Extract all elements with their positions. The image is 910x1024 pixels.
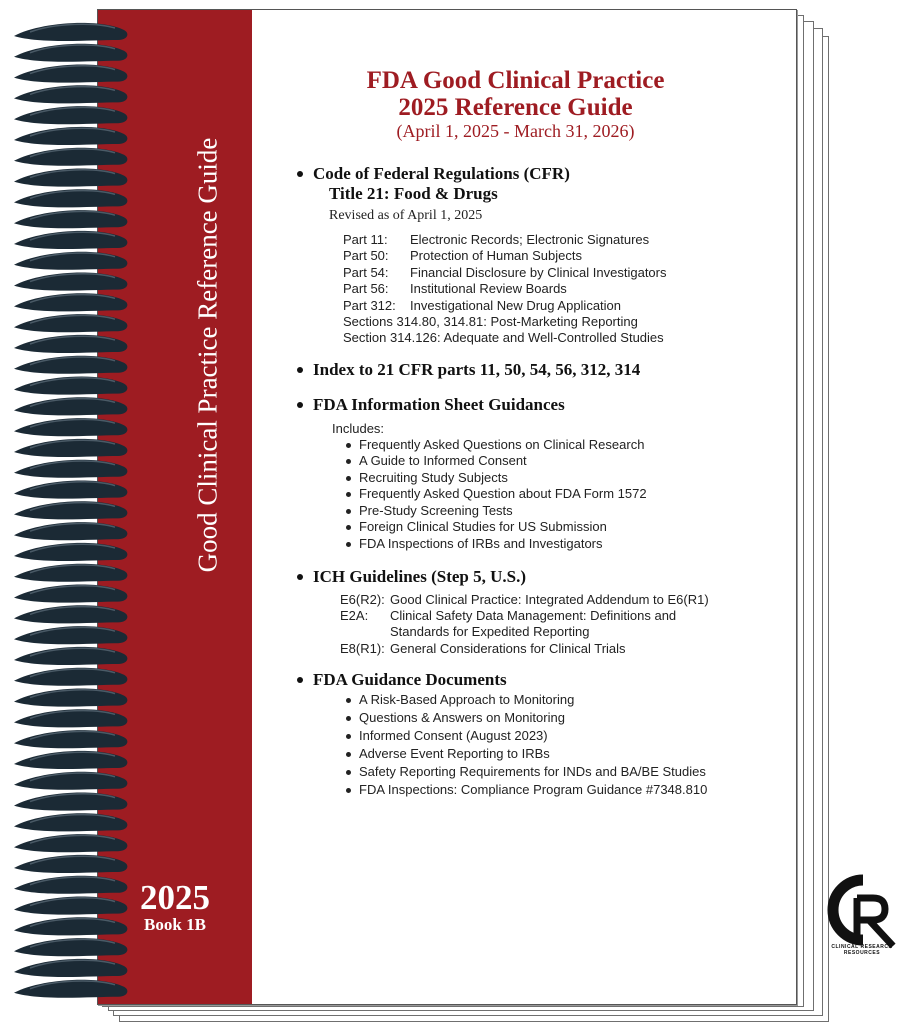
cover-title-line1: FDA Good Clinical Practice: [366, 67, 665, 94]
cfr-part-text: Protection of Human Subjects: [410, 248, 582, 263]
info-sheet-item: Frequently Asked Questions on Clinical Research: [359, 437, 645, 452]
cfr-part-label: Part 54:: [343, 265, 389, 280]
cfr-section: Sections 314.80, 314.81: Post-Marketing Reporting: [343, 314, 638, 329]
cfr-part-text: Investigational New Drug Application: [410, 298, 622, 313]
guidance-item: Safety Reporting Requirements for INDs and BA/BE Studies: [359, 764, 706, 779]
info-sheet-item: A Guide to Informed Consent: [359, 453, 527, 468]
cfr-part-label: Part 50:: [343, 248, 389, 263]
guidance-heading: FDA Guidance Documents: [313, 670, 507, 689]
guidance-item: FDA Inspections: Compliance Program Guidance #7348.810: [359, 782, 708, 797]
crr-logo-icon: [823, 872, 903, 952]
info-sheet-item: FDA Inspections of IRBs and Investigators: [359, 536, 603, 551]
info-sheets-heading: FDA Information Sheet Guidances: [313, 395, 565, 414]
ich-text: General Considerations for Clinical Trials: [390, 641, 626, 656]
ich-code: E6(R2):: [340, 592, 385, 607]
cfr-part-text: Financial Disclosure by Clinical Investigators: [410, 265, 667, 280]
ich-text: Clinical Safety Data Management: Definitions and: [390, 608, 677, 623]
logo-text: CLINICAL RESEARCH RESOURCES: [831, 944, 893, 956]
guidance-item: Questions & Answers on Monitoring: [359, 710, 565, 725]
cfr-part-text: Electronic Records; Electronic Signatures: [410, 232, 650, 247]
guidance-item: Adverse Event Reporting to IRBs: [359, 746, 550, 761]
ich-heading: ICH Guidelines (Step 5, U.S.): [313, 567, 526, 586]
book-cover: [97, 9, 893, 1005]
cfr-revised: Revised as of April 1, 2025: [329, 208, 483, 223]
spine-title: Good Clinical Practice Reference Guide: [192, 137, 223, 573]
ich-code: E8(R1):: [340, 641, 385, 656]
spine: [98, 10, 252, 1004]
cfr-section: Section 314.126: Adequate and Well-Controlled Studies: [343, 330, 664, 345]
cover-content: [258, 10, 893, 1004]
spine-year: 2025: [140, 878, 210, 917]
index-heading: Index to 21 CFR parts 11, 50, 54, 56, 312, 314: [313, 360, 641, 379]
cfr-part-text: Institutional Review Boards: [410, 281, 567, 296]
spine-book-label: Book 1B: [144, 915, 206, 934]
guidance-item: Informed Consent (August 2023): [359, 728, 548, 743]
info-sheets-includes: Includes:: [332, 421, 385, 436]
cfr-heading: Code of Federal Regulations (CFR): [313, 164, 570, 183]
ich-code: E2A:: [340, 608, 369, 623]
cfr-part-label: Part 11:: [343, 232, 388, 247]
info-sheet-item: Foreign Clinical Studies for US Submission: [359, 519, 607, 534]
cfr-subheading: Title 21: Food & Drugs: [329, 184, 498, 203]
cfr-part-label: Part 312:: [343, 298, 396, 313]
info-sheet-item: Frequently Asked Question about FDA Form 1572: [359, 486, 647, 501]
info-sheet-item: Pre-Study Screening Tests: [359, 503, 513, 518]
guidance-item: A Risk-Based Approach to Monitoring: [359, 692, 575, 707]
cover-title-line2: 2025 Reference Guide: [398, 94, 633, 121]
cover-date-range: (April 1, 2025 - March 31, 2026): [396, 121, 635, 141]
cfr-part-label: Part 56:: [343, 281, 389, 296]
ich-text-continued: Standards for Expedited Reporting: [390, 624, 590, 639]
info-sheet-item: Recruiting Study Subjects: [359, 470, 508, 485]
ich-text: Good Clinical Practice: Integrated Addendum to E6(R1): [390, 592, 709, 607]
